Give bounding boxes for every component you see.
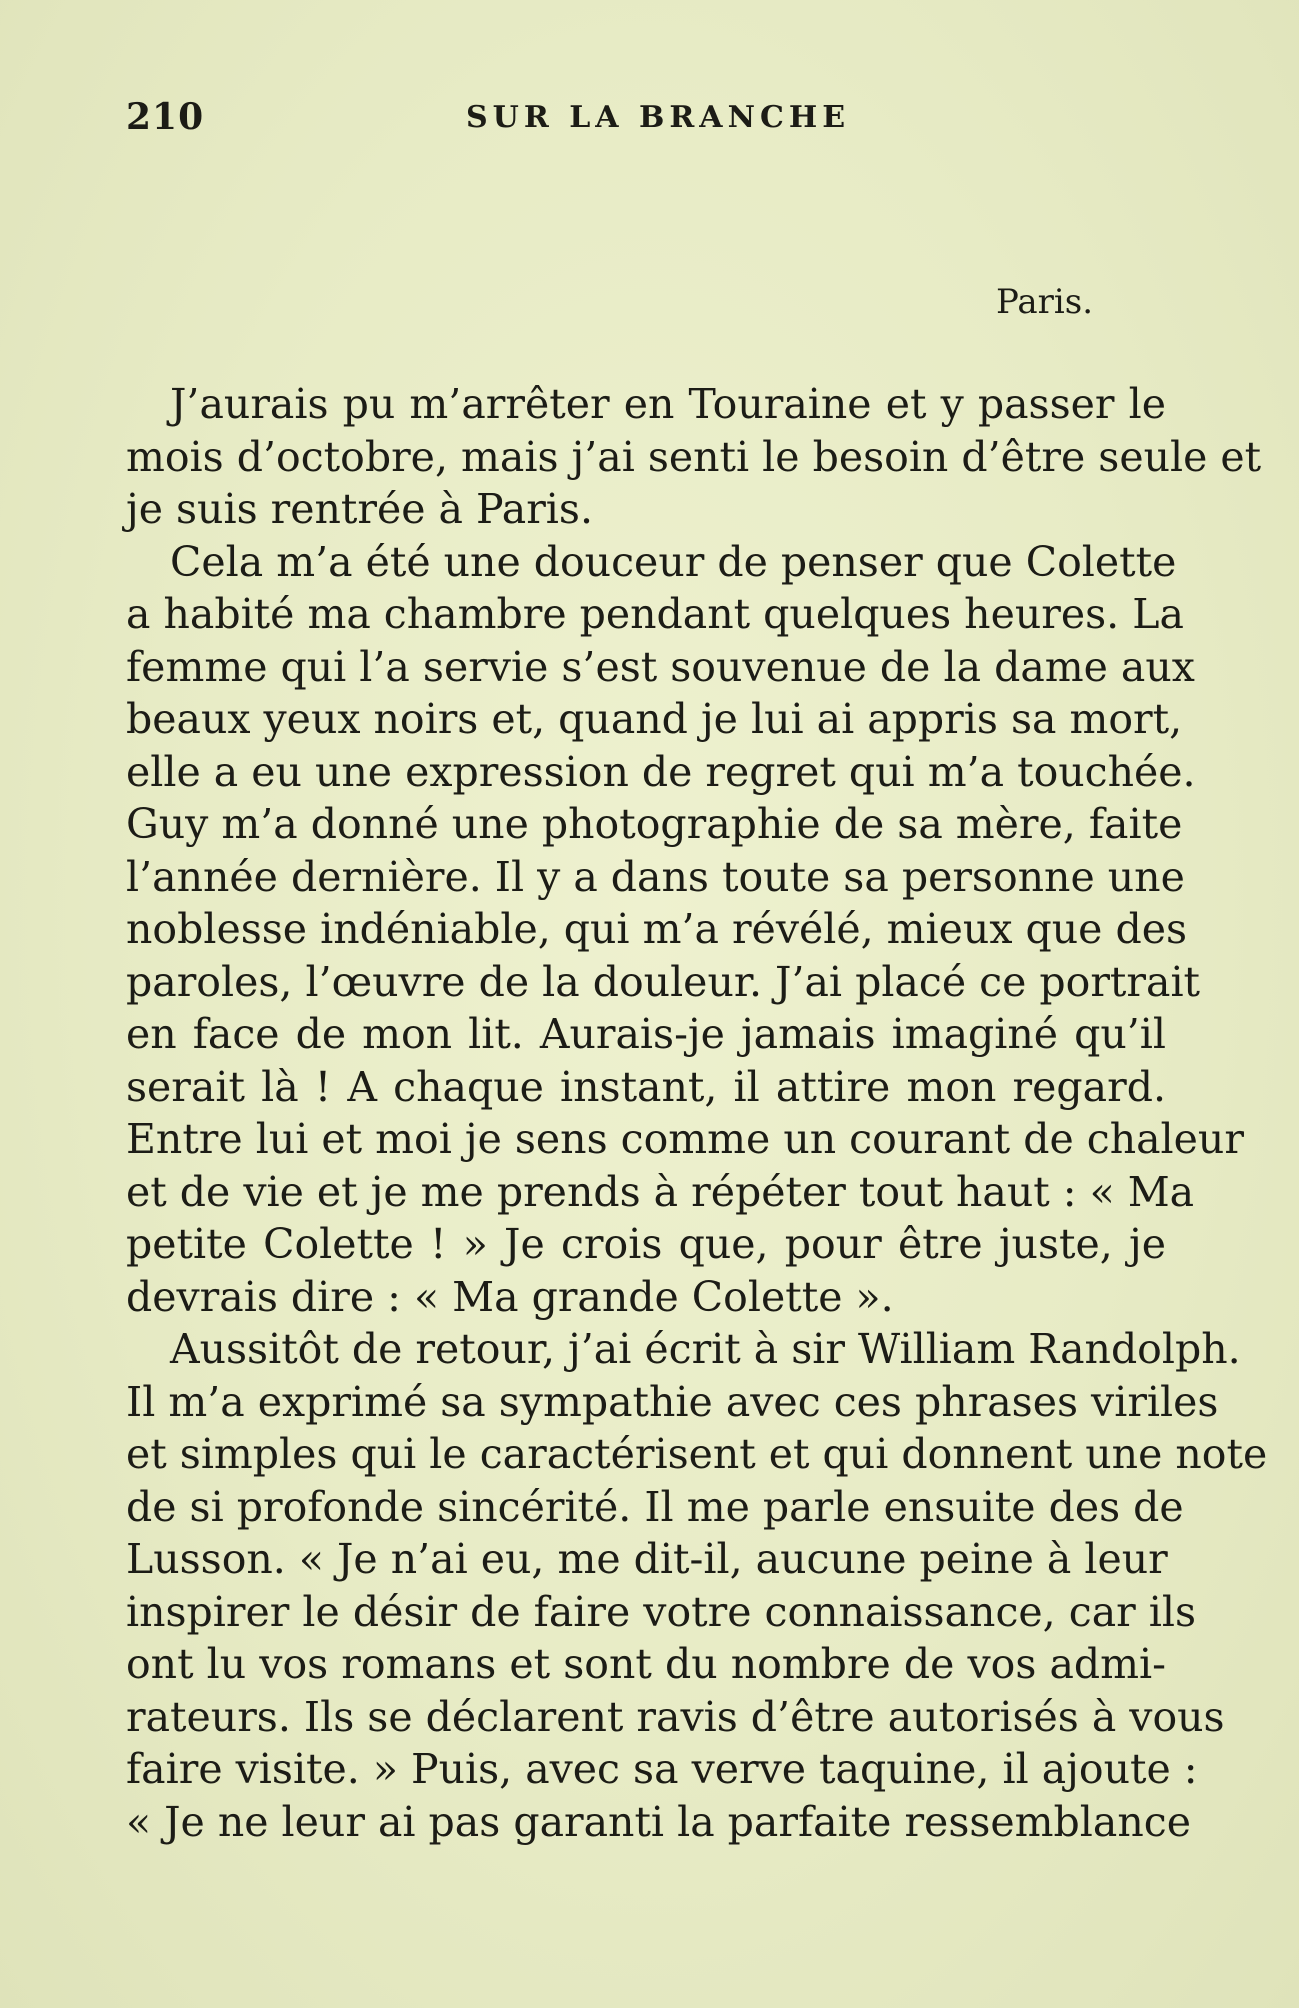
text-line: paroles, l’œuvre de la douleur. J’ai placé ce portrait — [126, 957, 1201, 1006]
text-line: J’aurais pu m’arrêter en Touraine et y passer le — [170, 380, 1166, 428]
text-line: beaux yeux noirs et, quand je lui ai appris sa mort, — [126, 695, 1183, 743]
text-line: ont lu vos romans et sont du nombre de vos admi- — [126, 1640, 1166, 1688]
text-line: inspirer le désir de faire votre connaissance, car ils — [126, 1587, 1197, 1636]
text-line: mois d’octobre, mais j’ai senti le besoin d’être seule et — [126, 432, 1262, 481]
body-text — [126, 378, 1268, 1848]
page-number: 210 — [126, 96, 205, 138]
text-line: Il m’a exprimé sa sympathie avec ces phrases viriles — [126, 1377, 1219, 1426]
text-line: Cela m’a été une douceur de penser que Colette — [170, 537, 1177, 586]
place-line: Paris. — [996, 282, 1094, 322]
text-line: en face de mon lit. Aurais-je jamais imaginé qu’il — [126, 1010, 1166, 1058]
text-line: elle a eu une expression de regret qui m’a touchée. — [126, 747, 1196, 796]
text-line: Entre lui et moi je sens comme un courant de chaleur — [126, 1115, 1244, 1163]
book-title: SUR LA BRANCHE — [466, 100, 851, 135]
text-line: Guy m’a donné une photographie de sa mère, faite — [126, 800, 1183, 848]
text-line: noblesse indéniable, qui m’a révélé, mieux que des — [126, 905, 1187, 953]
text-line: femme qui l’a servie s’est souvenue de la dame aux — [126, 642, 1195, 691]
text-line: Lusson. « Je n’ai eu, me dit-il, aucune peine à leur — [126, 1535, 1168, 1583]
text-line: et simples qui le caractérisent et qui donnent une note — [126, 1430, 1268, 1478]
text-line: l’année dernière. Il y a dans toute sa personne une — [126, 852, 1185, 901]
text-line: serait là ! A chaque instant, il attire mon regard. — [126, 1062, 1166, 1111]
text-line: « Je ne leur ai pas garanti la parfaite ressemblance — [126, 1797, 1191, 1846]
text-line: de si profonde sincérité. Il me parle ensuite des de — [126, 1482, 1184, 1531]
text-line: je suis rentrée à Paris. — [126, 485, 593, 533]
text-line: petite Colette ! » Je crois que, pour être juste, je — [126, 1220, 1166, 1268]
text-line: Aussitôt de retour, j’ai écrit à sir William Randolph. — [170, 1325, 1241, 1373]
text-line: a habité ma chambre pendant quelques heures. La — [126, 590, 1184, 638]
text-line: et de vie et je me prends à répéter tout haut : « Ma — [126, 1167, 1195, 1216]
text-line: rateurs. Ils se déclarent ravis d’être autorisés à vous — [126, 1692, 1225, 1741]
text-line: devrais dire : « Ma grande Colette ». — [126, 1272, 894, 1321]
running-head — [126, 96, 1166, 146]
text-line: faire visite. » Puis, avec sa verve taquine, il ajoute : — [126, 1745, 1198, 1793]
